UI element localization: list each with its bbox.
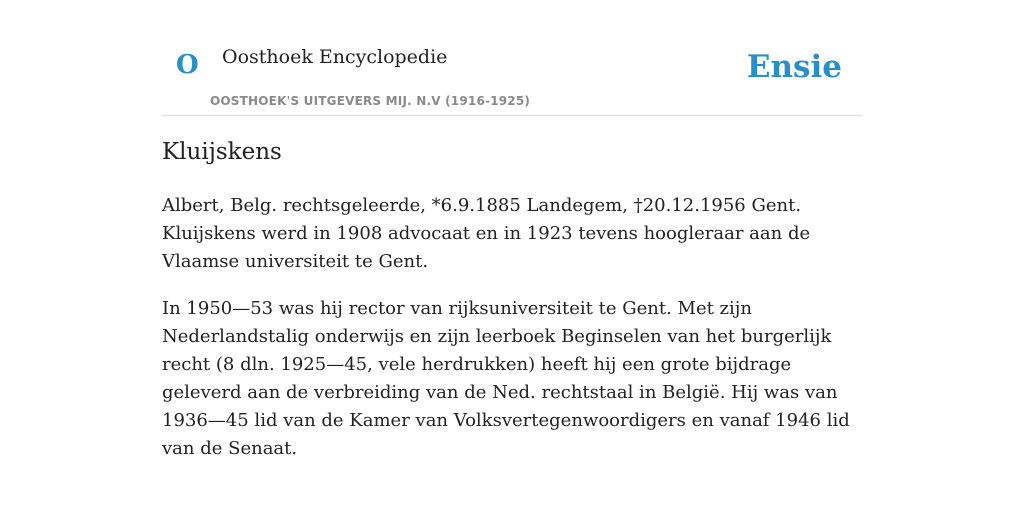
entry-paragraph: In 1950—53 was hij rector van rijksuniversiteit te Gent. Met zijn Nederlandstalig onderwijs en zijn leerboek Beginselen van het burgerlijk recht (8 dln. 1925—45, vele herdrukken) heeft hij een grote bijdrage geleverd aan de verbreiding van de Ned. rechtstaal in België. Hij was van 1936—45 lid van de Kamer van Volksvertegenwoordigers en vanaf 1946 lid van de Senaat. xyxy=(162,298,850,459)
source-subtitle: OOSTHOEK'S UITGEVERS MIJ. N.V (1916-1925) xyxy=(210,94,531,108)
entry-title: Kluijskens xyxy=(162,139,282,165)
source-header xyxy=(162,0,862,116)
entry-paragraph: Albert, Belg. rechtsgeleerde, *6.9.1885 Landegem, †20.12.1956 Gent. Kluijskens werd in 1908 advocaat en in 1923 tevens hoogleraar aan de Vlaamse universiteit te Gent. xyxy=(162,195,811,272)
source-title-link[interactable]: Oosthoek Encyclopedie xyxy=(222,46,448,68)
ensie-logo-link[interactable]: Ensie xyxy=(746,49,842,85)
entry-body xyxy=(162,192,862,482)
page xyxy=(162,0,862,459)
source-logo-icon[interactable]: O xyxy=(176,50,199,80)
